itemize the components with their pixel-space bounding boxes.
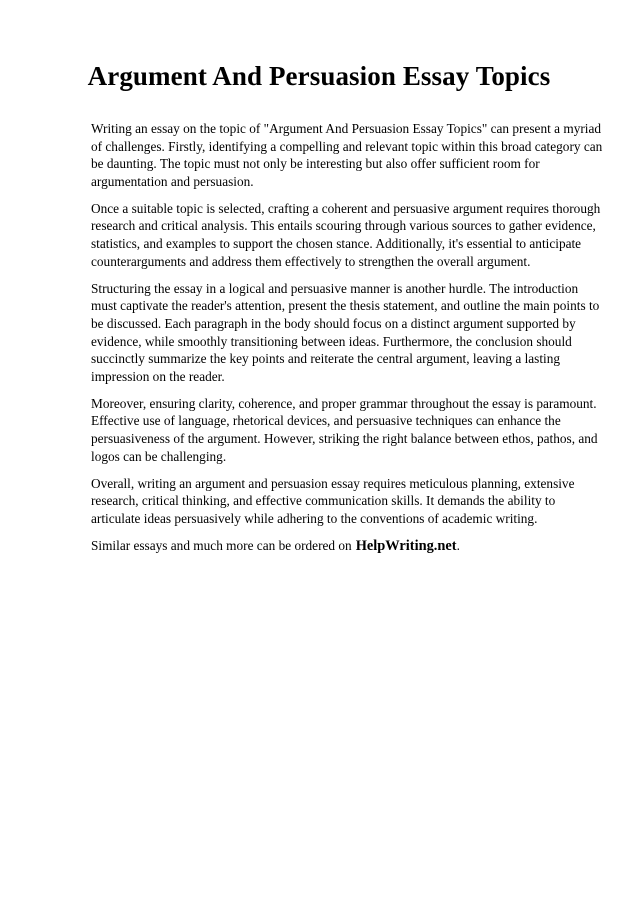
closing-text: Similar essays and much more can be ordered on	[91, 537, 352, 553]
paragraph-2: Once a suitable topic is selected, crafting a coherent and persuasive argument requires thorough research and critical analysis. This entails scouring through various sources to gather evidence, statistics, and examples to support the chosen stance. Additionally, it's essential to anticipate counterarguments and address them effectively to strengthen the overall argument.	[91, 200, 601, 269]
paragraph-3: Structuring the essay in a logical and persuasive manner is another hurdle. The introduction must captivate the reader's attention, present the thesis statement, and outline the main points to be discussed. Each paragraph in the body should focus on a distinct argument supported by evidence, while smoothly transitioning between ideas. Furthermore, the conclusion should succinctly summarize the key points and reiterate the central argument, leaving a lasting impression on the reader.	[91, 280, 600, 384]
helpwriting-link[interactable]: HelpWriting.net	[355, 537, 457, 554]
page-title: Argument And Persuasion Essay Topics	[87, 61, 551, 91]
closing-paragraph	[91, 537, 603, 556]
paragraph-1: Writing an essay on the topic of "Argument And Persuasion Essay Topics" can present a myriad of challenges. Firstly, identifying a compelling and relevant topic within this broad category can be daunting. The topic must not only be interesting but also offer sufficient room for argumentation and persuasion.	[91, 121, 603, 189]
paragraph-4: Moreover, ensuring clarity, coherence, and proper grammar throughout the essay is paramount. Effective use of language, rhetorical devices, and persuasive techniques can enhance the persuasiveness of the argument. However, striking the right balance between ethos, pathos, and logos can be challenging.	[91, 395, 598, 464]
paragraph-5: Overall, writing an argument and persuasion essay requires meticulous planning, extensive research, critical thinking, and effective communication skills. It demands the ability to articulate ideas persuasively while adhering to the conventions of academic writing.	[91, 475, 575, 526]
closing-period: .	[456, 537, 460, 553]
document-body	[91, 120, 603, 565]
